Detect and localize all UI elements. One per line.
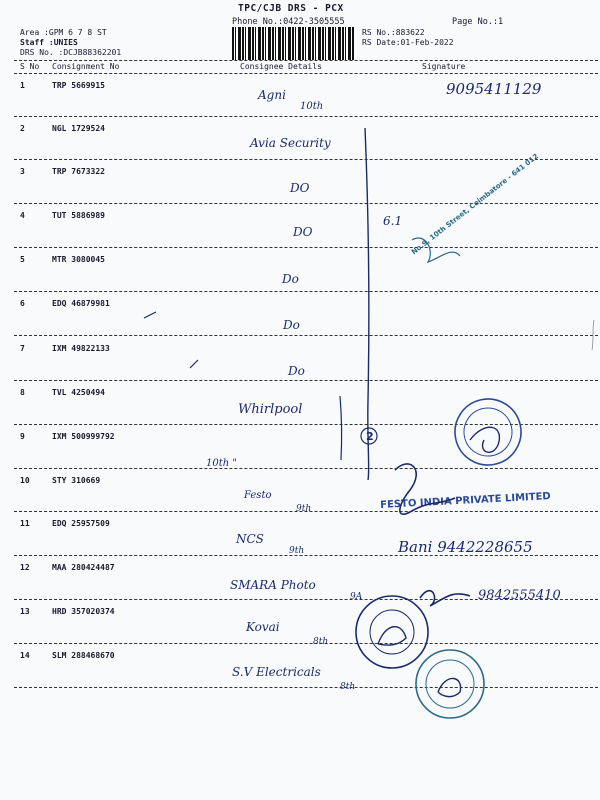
row-sno: 5 — [20, 255, 25, 264]
scan-artifact — [592, 320, 594, 350]
row-consignment: MTR 3080045 — [52, 255, 105, 264]
handwritten-consignee: Agni — [258, 88, 286, 102]
row-sno: 4 — [20, 211, 25, 220]
bracket-line — [340, 396, 342, 460]
address-stamp: No.9, 10th Street, Coimbatore - 641 012 — [410, 152, 541, 257]
document-title: TPC/CJB DRS - PCX — [238, 3, 344, 14]
handwritten-signature-phone: 9095411129 — [446, 80, 542, 98]
staff-label: Staff :UNIES — [20, 38, 78, 47]
row-consignment: SLM 288468670 — [52, 651, 115, 660]
handwritten-consignee: NCS — [236, 532, 264, 546]
row-consignment: TRP 5669915 — [52, 81, 105, 90]
row-sno: 3 — [20, 167, 25, 176]
row-consignment: TRP 7673322 — [52, 167, 105, 176]
row-sno: 10 — [20, 476, 30, 485]
handwritten-note: 9th — [296, 504, 312, 514]
row-sno: 13 — [20, 607, 30, 616]
handwritten-consignee: DO — [290, 181, 310, 195]
handwritten-signature-phone: Bani 9442228655 — [398, 538, 533, 556]
handwritten-mark: 6.1 — [383, 214, 403, 228]
tick-mark — [190, 360, 198, 368]
signature-scribble — [412, 238, 460, 262]
rs-date: RS Date:01-Feb-2022 — [362, 38, 454, 47]
row-sno: 6 — [20, 299, 25, 308]
row-sno: 9 — [20, 432, 25, 441]
handwritten-consignee: Avia Security — [250, 136, 331, 150]
handwritten-note: 9A — [350, 592, 363, 602]
handwritten-note: 10th — [300, 101, 324, 112]
signature-scribble — [395, 464, 455, 514]
handwritten-consignee: Do — [282, 272, 299, 286]
phone-number: Phone No.:0422-3505555 — [232, 17, 345, 27]
row-sno: 2 — [20, 124, 25, 133]
signature-scribble — [470, 427, 499, 452]
row-sno: 11 — [20, 519, 30, 528]
handwritten-consignee: Kovai — [246, 620, 280, 634]
handwritten-consignee: Festo — [244, 490, 272, 501]
handwritten-note: 8th — [340, 682, 356, 692]
row-consignment: EDQ 46879981 — [52, 299, 110, 308]
handwritten-note: 8th — [313, 637, 329, 647]
row-consignment: EDQ 25957509 — [52, 519, 110, 528]
row-sno: 12 — [20, 563, 30, 572]
company-stamp-festo: FESTO INDIA PRIVATE LIMITED — [380, 491, 551, 511]
handwritten-circled-number: 2 — [366, 430, 374, 443]
area-label: Area :GPM 6 7 8 ST — [20, 28, 107, 37]
column-header-signature: Signature — [422, 62, 466, 71]
whirlpool-stamp — [449, 393, 527, 471]
handwritten-consignee: DO — [293, 225, 313, 239]
row-sno: 7 — [20, 344, 25, 353]
row-consignment: HRD 357020374 — [52, 607, 115, 616]
row-consignment: IXM 49822133 — [52, 344, 110, 353]
row-sno: 1 — [20, 81, 25, 90]
row-sno: 14 — [20, 651, 30, 660]
row-consignment: IXM 500999792 — [52, 432, 115, 441]
bracket-line — [365, 128, 369, 480]
handwritten-consignee: S.V Electricals — [232, 665, 321, 679]
row-sno: 8 — [20, 388, 25, 397]
handwritten-consignee: Whirlpool — [238, 402, 303, 417]
row-consignment: TUT 5886989 — [52, 211, 105, 220]
row-consignment: NGL 1729524 — [52, 124, 105, 133]
circle-mark — [361, 428, 377, 444]
signature-scribble — [420, 591, 470, 606]
column-header-consignee: Consignee Details — [240, 62, 322, 71]
tick-mark — [144, 312, 156, 318]
handwritten-note: 9th — [289, 546, 305, 556]
handwritten-consignee: SMARA Photo — [230, 578, 316, 592]
page-number: Page No.:1 — [452, 17, 504, 27]
kovai-stamp — [356, 596, 428, 668]
handwritten-note: 10th " — [206, 458, 237, 469]
handwritten-consignee: Do — [283, 318, 300, 332]
rs-number: RS No.:883622 — [362, 28, 425, 37]
electricals-stamp — [416, 650, 484, 718]
column-header-consignment: Consignment No — [52, 62, 120, 71]
column-header-sno: S No — [20, 62, 40, 71]
row-consignment: MAA 280424487 — [52, 563, 115, 572]
handwritten-signature-phone: 9842555410 — [478, 588, 561, 603]
drs-number: DRS No. :DCJB88362201 — [20, 48, 122, 57]
handwritten-consignee: Do — [288, 364, 305, 378]
row-consignment: STY 310669 — [52, 476, 101, 485]
row-consignment: TVL 4250494 — [52, 388, 105, 397]
